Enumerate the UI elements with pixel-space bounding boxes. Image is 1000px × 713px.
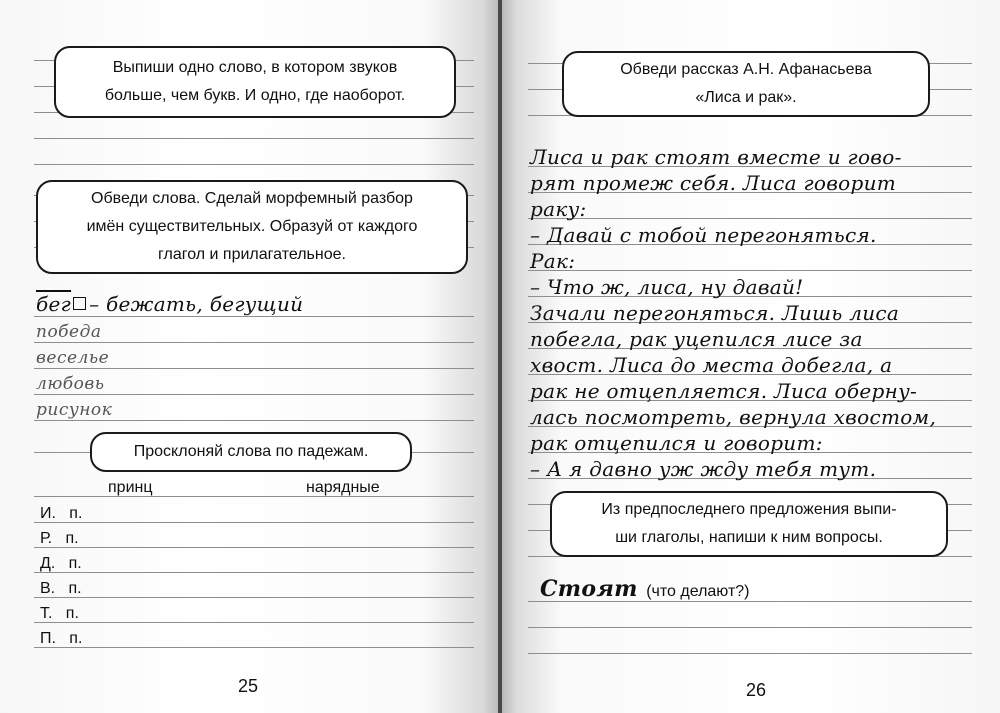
task-text-line: «Лиса и рак».	[695, 89, 797, 106]
task-box-sounds-letters	[54, 46, 456, 118]
case-row	[40, 605, 79, 623]
answer-verb: Стоят	[540, 576, 638, 602]
task-text-line: Обведи рассказ А.Н. Афанасьева	[620, 61, 872, 78]
ruled-line	[34, 572, 474, 573]
zero-ending-square	[73, 297, 86, 310]
ruled-line	[34, 138, 474, 139]
page-number: 25	[238, 676, 259, 696]
ruled-line	[34, 164, 474, 165]
task-text-line: Обведи слова. Сделай морфемный разбор	[91, 190, 413, 207]
answer-line	[540, 576, 750, 602]
ruled-line	[34, 496, 474, 497]
case-suffix: п.	[65, 605, 79, 622]
case-row	[40, 505, 82, 523]
example-root-word: бег	[36, 292, 72, 316]
story-line: побегла, рак уцепился лисе за	[530, 327, 863, 351]
trace-word: веселье	[36, 348, 110, 368]
task-text-line: Просклоняй слова по падежам.	[133, 443, 369, 460]
trace-word: рисунок	[36, 400, 113, 420]
story-line: – Давай с тобой перегоняться.	[530, 223, 877, 247]
ruled-line	[34, 647, 474, 648]
case-abbrev: Р.	[40, 530, 53, 547]
story-line: Зачали перегоняться. Лишь лиса	[530, 301, 900, 325]
task-box-verbs	[550, 491, 948, 557]
ruled-line	[528, 653, 972, 654]
example-derived-words: – бежать, бегущий	[89, 292, 304, 316]
story-line: рят промеж себя. Лиса говорит	[530, 171, 897, 195]
case-row	[40, 530, 79, 548]
case-suffix: п.	[69, 630, 83, 647]
ruled-line	[34, 622, 474, 623]
story-line: раку:	[530, 197, 587, 221]
ruled-line	[34, 597, 474, 598]
trace-word: любовь	[36, 374, 105, 394]
ruled-line	[34, 316, 474, 317]
column-header-prince: принц	[108, 479, 153, 496]
ruled-line	[528, 270, 972, 271]
task-text-line: больше, чем букв. И одно, где наоборот.	[104, 87, 406, 104]
case-row	[40, 555, 82, 573]
ruled-line	[34, 547, 474, 548]
task-text-line: Выпиши одно слово, в котором звуков	[112, 59, 398, 76]
case-abbrev: И.	[40, 505, 56, 522]
ruled-line	[528, 627, 972, 628]
ruled-line	[34, 368, 474, 369]
story-line: лась посмотреть, вернула хвостом,	[530, 405, 937, 429]
story-line: рак отцепился и говорит:	[530, 431, 823, 455]
ruled-line	[34, 522, 474, 523]
story-line: – А я давно уж жду тебя тут.	[530, 457, 877, 481]
task-box-trace-story	[562, 51, 930, 117]
page-number: 26	[746, 680, 767, 700]
case-row	[40, 630, 82, 648]
story-line: – Что ж, лиса, ну давай!	[530, 275, 804, 299]
case-suffix: п.	[68, 580, 82, 597]
column-header-dressed: нарядные	[306, 479, 380, 496]
case-suffix: п.	[65, 530, 79, 547]
trace-word: победа	[36, 322, 102, 342]
example-handwriting	[36, 292, 303, 316]
case-abbrev: В.	[40, 580, 56, 597]
page-left	[0, 0, 498, 713]
story-line: хвост. Лиса до места добегла, а	[530, 353, 893, 377]
case-abbrev: Д.	[40, 555, 56, 572]
story-line: рак не отцепляется. Лиса оберну-	[530, 379, 918, 403]
ruled-line	[34, 394, 474, 395]
case-row	[40, 580, 82, 598]
case-suffix: п.	[69, 505, 83, 522]
task-box-morphemes	[36, 180, 468, 274]
task-text-line: глагол и прилагательное.	[158, 246, 346, 263]
ruled-line	[34, 420, 474, 421]
story-line: Лиса и рак стоят вместе и гово-	[530, 145, 902, 169]
case-abbrev: Т.	[40, 605, 53, 622]
case-abbrev: П.	[40, 630, 56, 647]
ruled-line	[528, 218, 972, 219]
task-text-line: Из предпоследнего предложения выпи-	[601, 501, 897, 518]
answer-question: (что делают?)	[646, 583, 750, 600]
page-right	[502, 0, 1000, 713]
story-line: Рак:	[530, 249, 576, 273]
case-suffix: п.	[68, 555, 82, 572]
task-box-declension	[90, 432, 412, 472]
ruled-line	[34, 342, 474, 343]
task-text-line: ши глаголы, напиши к ним вопросы.	[615, 529, 883, 546]
task-text-line: имён существительных. Образуй от каждого	[86, 218, 418, 235]
